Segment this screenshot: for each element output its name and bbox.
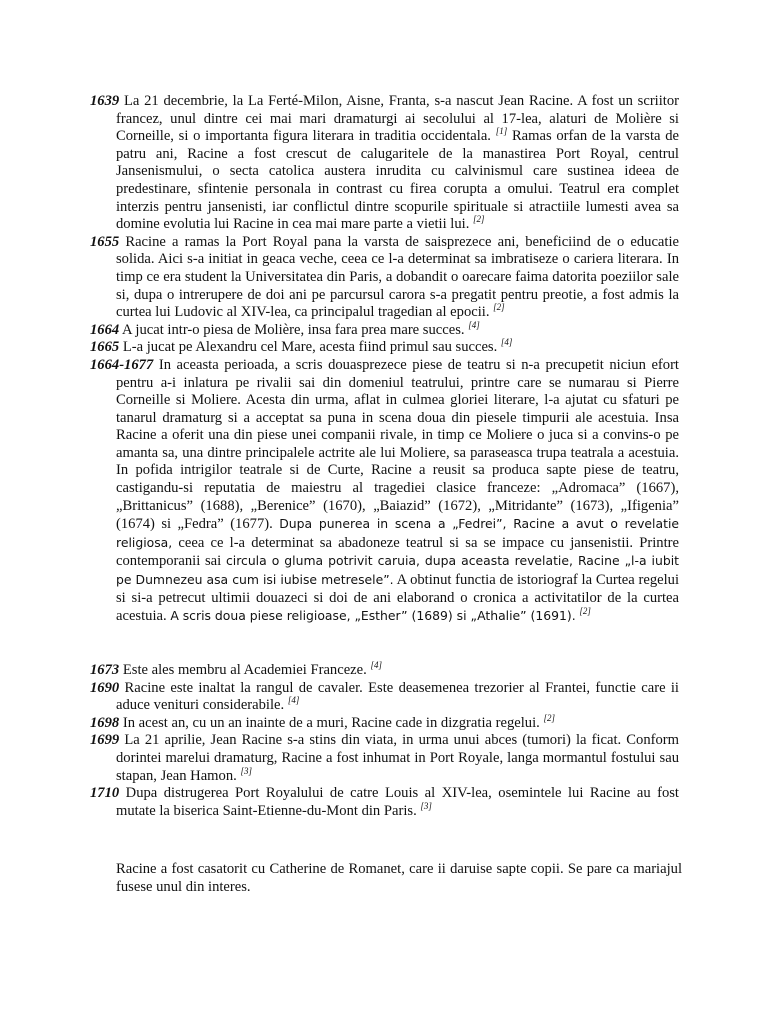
entry-year: 1690 xyxy=(90,679,120,696)
entry-year: 1664 xyxy=(90,321,120,338)
entry-text-alt-font: Dupa punerea in scena a „Fedrei”, Racine a avut o revelatie religiosa, xyxy=(116,516,680,550)
entry-year: 1699 xyxy=(90,732,120,749)
footnote-ref: [2] xyxy=(493,302,505,313)
entry-year: 1664-1677 xyxy=(90,356,154,373)
timeline-entry-1699 xyxy=(90,732,679,785)
entry-text: A jucat intr-o piesa de Molière, insa fara prea mare succes. xyxy=(122,321,465,338)
entry-text: La 21 decembrie, la La Ferté-Milon, Aisne, Franta, s-a nascut Jean Racine. A fost un scriitor francez, unul dintre cei mai mari dramaturgi ai secolului al 17-lea, alaturi de Molière si Corneille, si o importanta figura literara in traditia occidentala. xyxy=(116,93,679,145)
entry-text-continued: ceea ce l-a determinat sa abadoneze teatrul si sa se impace cu jansenistii. Printre contemporanii sai xyxy=(116,534,679,570)
entry-text: Dupa distrugerea Port Royalului de catre Louis al XIV-lea, osemintele lui Racine au fost mutate la biserica Saint-Etienne-du-Mont din Paris. xyxy=(116,785,679,819)
timeline-entry-1665 xyxy=(90,339,679,357)
entry-year: 1655 xyxy=(90,233,120,250)
timeline-entry-1673 xyxy=(90,662,679,680)
timeline-late xyxy=(90,662,679,820)
footnote-ref: [2] xyxy=(579,606,591,617)
entry-year: 1698 xyxy=(90,714,120,731)
entry-year: 1665 xyxy=(90,339,120,356)
entry-text: L-a jucat pe Alexandru cel Mare, acesta fiind primul sau succes. xyxy=(122,339,498,356)
entry-text-continued: Ramas orfan de la varsta de patru ani, Racine a fost crescut de calugaritele de la manastirea Port Royal, centrul Jansenismului, o secta catolica austera inrudita cu calvinismul care sustinea ideea de predestinare, sfintenie personala in contrast cu firea corupta a omului. Teatrul era complet interzis pentru jansenisti, iar conflictul dintre scopurile spirituale si atractiile lumesti avea sa domine evolutia lui Racine in cea mai mare parte a vietii lui. xyxy=(116,128,680,233)
footnote-ref: [1] xyxy=(495,126,508,137)
footnote-ref: [4] xyxy=(500,337,513,348)
footnote-ref: [2] xyxy=(473,214,485,225)
entry-text: In acest an, cu un an inainte de a muri, Racine cade in dizgratia regelui. xyxy=(122,714,540,731)
timeline-early xyxy=(90,93,679,626)
timeline-entry-1664 xyxy=(90,319,679,340)
entry-text: In aceasta perioada, a scris douasprezece piese de teatru si n-a precupetit niciun efort pentru a-i inlatura pe rivalii sai din domeniul teatrului, printre care se numarau si Pierre Corneille si Moliere. Acesta din urma, aflat in culmea gloriei literare, l-a ajutat cu sfaturi pe tanarul dramaturg si a acceptat sa puna in scena doua din piesele timpurii ale acestuia. Insa Racine a oferit una din piese unei companii rivale, in timp ce Moliere o juca si a convins-o pe amanta sa, una dintre principalele actrite ale lui Moliere, sa paraseasca trupa teatrala a acestuia. In pofida intrigilor teatrale si de Curte, Racine a reusit sa produca sapte piese de teatru, castigandu-si reputatia de maiestru al tragediei clasice franceze: „Adromaca” (1667), „Brittanicus” (1688), „Berenice” (1670), „Baiazid” (1672), „Mitridante” (1673), „Ifigenia” (1674) si „Fedra” (1677). xyxy=(116,356,679,533)
entry-text: La 21 aprilie, Jean Racine s-a stins din viata, in urma unui abces (tumori) la ficat. Conform dorintei marelui dramaturg, Racine a fost inhumat in Port Royale, langa mormantul fostului sau stapan, Jean Hamon. xyxy=(116,732,680,784)
timeline-entry-1664-1677 xyxy=(90,357,679,626)
footnote-ref: [4] xyxy=(287,695,300,706)
entry-text: Este ales membru al Academiei Franceze. xyxy=(122,662,367,678)
footnote-ref: [4] xyxy=(370,660,382,671)
entry-text: Racine a ramas la Port Royal pana la varsta de saisprezece ani, beneficiind de o educatie solida. Aici s-a initiat in geaca veche, ceea ce l-a determinat sa imbratiseze o cariera literara. In timp ce era student la Universitatea din Paris, a dobandit o oarecare faima datorita poeziilor sale si, dupa o intrerupere de doi ani pe parcursul carora s-a pregatit pentru preotie, a fost admis la curtea lui Ludovic al XIV-lea, ca principalul tragedian al epocii. xyxy=(116,233,679,321)
timeline-entry-1710 xyxy=(90,785,679,820)
timeline-entry-1655 xyxy=(90,234,679,322)
entry-text-alt-font: A scris doua piese religioase, „Esther” (1689) si „Athalie” (1691). xyxy=(170,608,576,624)
entry-text-continued: A obtinut functia de istoriograf la Curtea regelui si si-a petrecut ultimii douazeci si doi de ani elaborand o cronica a activitatilor de la curtea acestuia. xyxy=(116,572,680,625)
footnote-ref: [2] xyxy=(543,712,555,723)
entry-year: 1710 xyxy=(90,785,120,802)
entry-text-alt-font: circula o gluma potrivit caruia, dupa aceasta revelatie, Racine „l-a iubit pe Dumnezeu asa cum isi iubise metresele”. xyxy=(116,553,679,588)
footnote-ref: [3] xyxy=(420,800,432,811)
entry-year: 1673 xyxy=(90,662,120,678)
timeline-entry-1698 xyxy=(90,712,679,733)
timeline-entry-1639 xyxy=(90,93,679,234)
timeline-entry-1690 xyxy=(90,680,679,715)
footnote-ref: [4] xyxy=(468,319,480,330)
footnote-ref: [3] xyxy=(240,765,252,776)
entry-text: Racine este inaltat la rangul de cavaler. Este deasemenea trezorier al Frantei, functie care ii aduce venituri considerabile. xyxy=(116,679,679,714)
entry-year: 1639 xyxy=(90,93,120,109)
closing-paragraph: Racine a fost casatorit cu Catherine de Romanet, care ii daruise sapte copii. Se pare ca mariajul fusese unul din interes. xyxy=(116,861,682,895)
